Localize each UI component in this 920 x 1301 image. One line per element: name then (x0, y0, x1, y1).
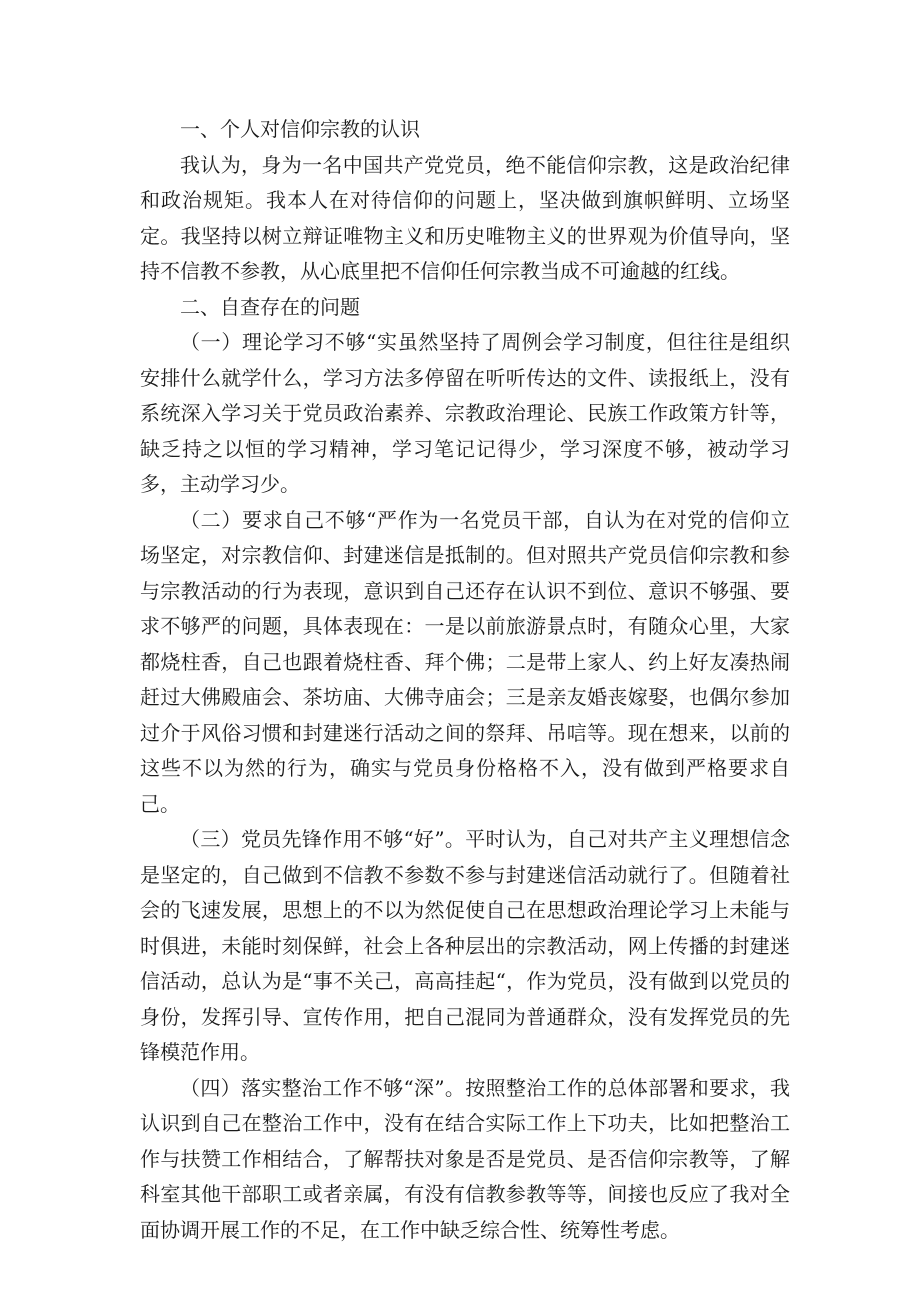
document-body (140, 112, 790, 1248)
paragraph-belief-statement: 我认为，身为一名中国共产党党员，绝不能信仰宗教，这是政治纪律和政治规矩。我本人在对待信仰的问题上，坚决做到旗帜鲜明、立场坚定。我坚持以树立辩证唯物主义和历史唯物主义的世界观为价值导向，坚持不信教不参教，从心底里把不信仰任何宗教当成不可逾越的红线。 (140, 152, 790, 283)
paragraph-issue-2: （二）要求自己不够“严作为一名党员干部，自认为在对党的信仰立场坚定，对宗教信仰、封建迷信是抵制的。但对照共产党员信仰宗教和参与宗教活动的行为表现，意识到自己还存在认识不到位、意识不够强、要求不够严的问题，具体表现在：一是以前旅游景点时，有随众心里，大家都烧柱香，自己也跟着烧柱香、拜个佛；二是带上家人、约上好友凑热闹赶过大佛殿庙会、茶坊庙、大佛寺庙会；三是亲友婚丧嫁娶，也偶尔参加过介于风俗习惯和封建迷行活动之间的祭拜、吊唁等。现在想来，以前的这些不以为然的行为，确实与党员身份格格不入，没有做到严格要求自己。 (140, 507, 790, 816)
paragraph-issue-1: （一）理论学习不够“实虽然坚持了周例会学习制度，但往往是组织安排什么就学什么，学习方法多停留在听听传达的文件、读报纸上，没有系统深入学习关于党员政治素养、宗教政治理论、民族工作政策方针等，缺乏持之以恒的学习精神，学习笔记记得少，学习深度不够，被动学习多，主动学习少。 (140, 330, 790, 496)
paragraph-issue-3: （三）党员先锋作用不够“好”。平时认为，自己对共产主义理想信念是坚定的，自己做到不信教不参数不参与封建迷信活动就行了。但随着社会的飞速发展，思想上的不以为然促使自己在思想政治理论学习上未能与时俱进，未能时刻保鲜，社会上各种层出的宗教活动，网上传播的封建迷信活动，总认为是“事不关己，高高挂起“，作为党员，没有做到以党员的身份，发挥引导、宣传作用，把自己混同为普通群众，没有发挥党员的先锋模范作用。 (140, 827, 790, 1064)
paragraph-issue-4: （四）落实整治工作不够“深”。按照整治工作的总体部署和要求，我认识到自己在整治工作中，没有在结合实际工作上下功夫，比如把整治工作与扶赞工作相结合，了解帮扶对象是否是党员、是否信仰宗教等，了解科室其他干部职工或者亲属，有没有信教参教等等，间接也反应了我对全面协调开展工作的不足，在工作中缺乏综合性、统筹性考虑。 (140, 1075, 790, 1242)
section-heading-1: 一、个人对信仰宗教的认识 (180, 117, 420, 141)
section-heading-2: 二、自查存在的问题 (180, 294, 360, 319)
